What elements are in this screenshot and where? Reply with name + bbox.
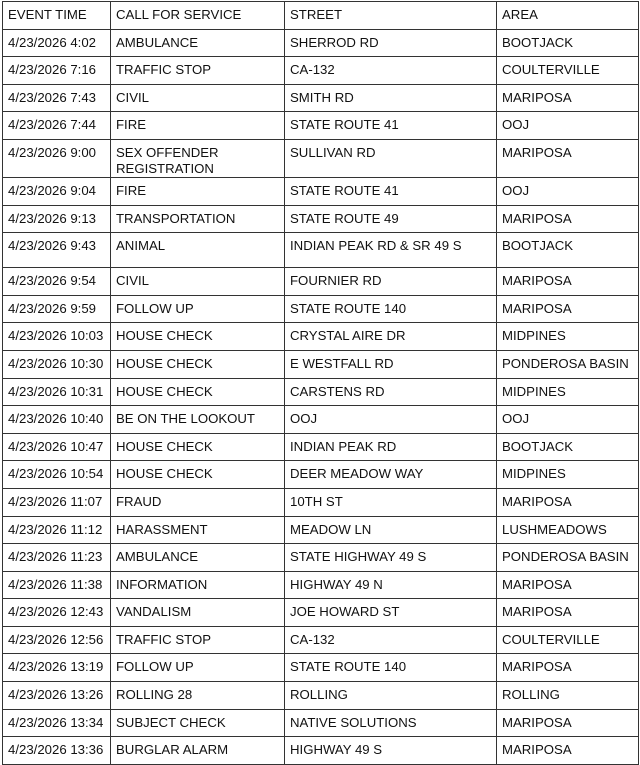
street-cell: 10TH ST (285, 488, 497, 516)
call-for-service-cell: FOLLOW UP (111, 295, 285, 323)
header-call-for-service: CALL FOR SERVICE (111, 2, 285, 30)
street-cell: INDIAN PEAK RD & SR 49 S (285, 233, 497, 268)
call-for-service-cell: SUBJECT CHECK (111, 709, 285, 737)
table-body (3, 29, 639, 764)
table-row (3, 233, 639, 268)
area-cell: MARIPOSA (497, 737, 639, 765)
event-time-cell: 4/23/2026 13:34 (3, 709, 111, 737)
street-cell: CARSTENS RD (285, 378, 497, 406)
event-time-cell: 4/23/2026 12:43 (3, 599, 111, 627)
call-for-service-cell: CIVIL (111, 268, 285, 296)
event-time-cell: 4/23/2026 7:16 (3, 57, 111, 85)
street-cell: STATE ROUTE 49 (285, 205, 497, 233)
area-cell: MARIPOSA (497, 709, 639, 737)
area-cell: COULTERVILLE (497, 57, 639, 85)
area-cell: MARIPOSA (497, 488, 639, 516)
area-cell: MIDPINES (497, 378, 639, 406)
street-cell: E WESTFALL RD (285, 350, 497, 378)
event-time-cell: 4/23/2026 11:12 (3, 516, 111, 544)
area-cell: OOJ (497, 112, 639, 140)
area-cell: OOJ (497, 177, 639, 205)
event-time-cell: 4/23/2026 11:07 (3, 488, 111, 516)
street-cell: SULLIVAN RD (285, 139, 497, 177)
event-time-cell: 4/23/2026 13:36 (3, 737, 111, 765)
call-for-service-cell: AMBULANCE (111, 29, 285, 57)
event-time-cell: 4/23/2026 10:30 (3, 350, 111, 378)
street-cell: STATE ROUTE 140 (285, 295, 497, 323)
table-row (3, 682, 639, 710)
table-row (3, 461, 639, 489)
street-cell: STATE ROUTE 140 (285, 654, 497, 682)
event-time-cell: 4/23/2026 10:03 (3, 323, 111, 351)
area-cell: MARIPOSA (497, 571, 639, 599)
event-time-cell: 4/23/2026 4:02 (3, 29, 111, 57)
event-time-cell: 4/23/2026 13:19 (3, 654, 111, 682)
call-for-service-cell: ROLLING 28 (111, 682, 285, 710)
street-cell: CRYSTAL AIRE DR (285, 323, 497, 351)
street-cell: ROLLING (285, 682, 497, 710)
area-cell: PONDEROSA BASIN (497, 350, 639, 378)
event-time-cell: 4/23/2026 7:44 (3, 112, 111, 140)
table-row (3, 737, 639, 765)
street-cell: CA-132 (285, 57, 497, 85)
header-street: STREET (285, 2, 497, 30)
street-cell: SMITH RD (285, 84, 497, 112)
area-cell: OOJ (497, 406, 639, 434)
event-time-cell: 4/23/2026 12:56 (3, 626, 111, 654)
call-for-service-cell: TRAFFIC STOP (111, 626, 285, 654)
call-for-service-cell: HOUSE CHECK (111, 350, 285, 378)
area-cell: MARIPOSA (497, 654, 639, 682)
street-cell: FOURNIER RD (285, 268, 497, 296)
table-row (3, 654, 639, 682)
call-for-service-cell: HOUSE CHECK (111, 323, 285, 351)
table-row (3, 544, 639, 572)
street-cell: STATE ROUTE 41 (285, 112, 497, 140)
call-log-table (2, 1, 639, 765)
area-cell: PONDEROSA BASIN (497, 544, 639, 572)
call-for-service-cell: TRAFFIC STOP (111, 57, 285, 85)
table-row (3, 205, 639, 233)
event-time-cell: 4/23/2026 13:26 (3, 682, 111, 710)
area-cell: LUSHMEADOWS (497, 516, 639, 544)
event-time-cell: 4/23/2026 11:23 (3, 544, 111, 572)
street-cell: JOE HOWARD ST (285, 599, 497, 627)
call-for-service-cell: CIVIL (111, 84, 285, 112)
event-time-cell: 4/23/2026 9:54 (3, 268, 111, 296)
table-row (3, 295, 639, 323)
street-cell: OOJ (285, 406, 497, 434)
event-time-cell: 4/23/2026 9:04 (3, 177, 111, 205)
call-for-service-cell: FOLLOW UP (111, 654, 285, 682)
area-cell: BOOTJACK (497, 233, 639, 268)
area-cell: BOOTJACK (497, 433, 639, 461)
table-row (3, 323, 639, 351)
table-row (3, 29, 639, 57)
call-for-service-cell: ANIMAL (111, 233, 285, 268)
table-row (3, 177, 639, 205)
table-row (3, 516, 639, 544)
call-for-service-cell: VANDALISM (111, 599, 285, 627)
area-cell: MARIPOSA (497, 599, 639, 627)
header-row (3, 2, 639, 30)
table-row (3, 406, 639, 434)
table-row (3, 709, 639, 737)
table-row (3, 139, 639, 177)
event-time-cell: 4/23/2026 10:40 (3, 406, 111, 434)
event-time-cell: 4/23/2026 9:43 (3, 233, 111, 268)
call-for-service-cell: BE ON THE LOOKOUT (111, 406, 285, 434)
table-row (3, 626, 639, 654)
street-cell: STATE ROUTE 41 (285, 177, 497, 205)
call-for-service-cell: FIRE (111, 177, 285, 205)
call-for-service-cell: FIRE (111, 112, 285, 140)
table-row (3, 112, 639, 140)
street-cell: CA-132 (285, 626, 497, 654)
table-row (3, 57, 639, 85)
call-for-service-cell: BURGLAR ALARM (111, 737, 285, 765)
area-cell: MARIPOSA (497, 205, 639, 233)
call-for-service-cell: SEX OFFENDER REGISTRATION (111, 139, 285, 177)
table-row (3, 350, 639, 378)
area-cell: MARIPOSA (497, 268, 639, 296)
call-for-service-cell: INFORMATION (111, 571, 285, 599)
table-row (3, 599, 639, 627)
street-cell: HIGHWAY 49 S (285, 737, 497, 765)
call-for-service-cell: AMBULANCE (111, 544, 285, 572)
call-for-service-cell: FRAUD (111, 488, 285, 516)
table-header (3, 2, 639, 30)
table-row (3, 433, 639, 461)
area-cell: COULTERVILLE (497, 626, 639, 654)
street-cell: SHERROD RD (285, 29, 497, 57)
street-cell: NATIVE SOLUTIONS (285, 709, 497, 737)
table-row (3, 488, 639, 516)
table-row (3, 571, 639, 599)
header-area: AREA (497, 2, 639, 30)
area-cell: BOOTJACK (497, 29, 639, 57)
street-cell: INDIAN PEAK RD (285, 433, 497, 461)
event-time-cell: 4/23/2026 9:59 (3, 295, 111, 323)
call-for-service-cell: HOUSE CHECK (111, 378, 285, 406)
call-for-service-cell: HOUSE CHECK (111, 461, 285, 489)
table-row (3, 378, 639, 406)
area-cell: MIDPINES (497, 461, 639, 489)
header-event-time: EVENT TIME (3, 2, 111, 30)
street-cell: HIGHWAY 49 N (285, 571, 497, 599)
street-cell: MEADOW LN (285, 516, 497, 544)
event-time-cell: 4/23/2026 7:43 (3, 84, 111, 112)
call-for-service-cell: TRANSPORTATION (111, 205, 285, 233)
area-cell: MARIPOSA (497, 84, 639, 112)
table-row (3, 268, 639, 296)
event-time-cell: 4/23/2026 9:13 (3, 205, 111, 233)
area-cell: MARIPOSA (497, 295, 639, 323)
street-cell: DEER MEADOW WAY (285, 461, 497, 489)
area-cell: MARIPOSA (497, 139, 639, 177)
call-for-service-cell: HOUSE CHECK (111, 433, 285, 461)
event-time-cell: 4/23/2026 10:54 (3, 461, 111, 489)
call-for-service-cell: HARASSMENT (111, 516, 285, 544)
table-row (3, 84, 639, 112)
event-time-cell: 4/23/2026 9:00 (3, 139, 111, 177)
street-cell: STATE HIGHWAY 49 S (285, 544, 497, 572)
event-time-cell: 4/23/2026 10:47 (3, 433, 111, 461)
event-time-cell: 4/23/2026 11:38 (3, 571, 111, 599)
area-cell: MIDPINES (497, 323, 639, 351)
event-time-cell: 4/23/2026 10:31 (3, 378, 111, 406)
area-cell: ROLLING (497, 682, 639, 710)
